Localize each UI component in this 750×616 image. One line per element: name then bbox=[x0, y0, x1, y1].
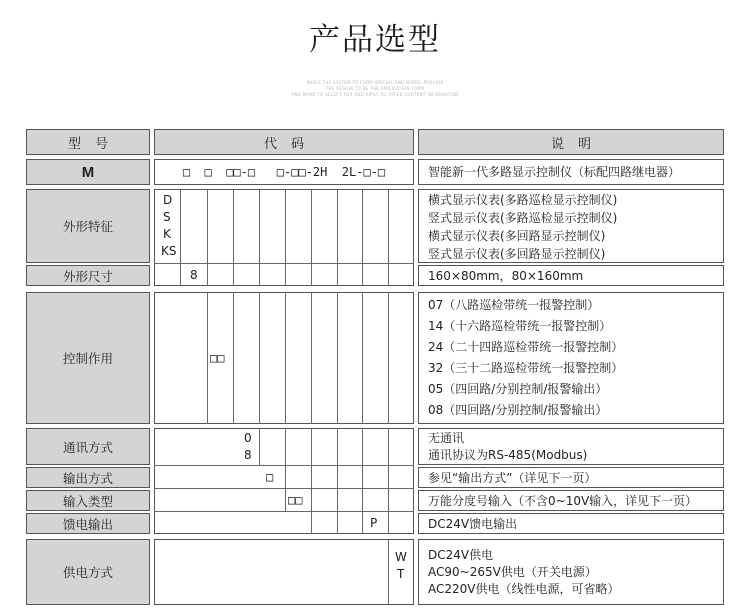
shape-code-ks: KS bbox=[161, 244, 177, 258]
size-code: 8 bbox=[190, 268, 198, 282]
desc-output: 参见“输出方式”（详见下一页） bbox=[418, 467, 724, 488]
code-block-1-divider bbox=[154, 263, 414, 264]
code-col-divider bbox=[388, 539, 389, 605]
row-label-size: 外形尺寸 bbox=[26, 265, 150, 286]
code-col-divider bbox=[311, 189, 312, 286]
subtitle-line-2: THE DESIGN TO BE THE APPLICATION FORM bbox=[325, 86, 425, 91]
output-code: □ bbox=[266, 470, 274, 484]
power-code-t: T bbox=[397, 567, 405, 581]
shape-code-d: D bbox=[163, 193, 173, 207]
code-col-divider bbox=[362, 189, 363, 286]
subtitle-line-1: WHILE THE SYSTEM TO FORM SPECIAL AND MODEL PROVIDE bbox=[306, 80, 444, 85]
desc-shape: 横式显示仪表(多路巡检显示控制仪) 竖式显示仪表(多路巡检显示控制仪) 横式显示仪表(多回路显示控制仪) 竖式显示仪表(多回路显示控制仪) bbox=[418, 189, 724, 263]
code-col-divider bbox=[388, 189, 389, 286]
code-block-3-divider bbox=[154, 511, 414, 512]
row-label-feed: 馈电输出 bbox=[26, 513, 150, 534]
desc-power: DC24V供电 AC90~265V供电（开关电源） AC220V供电（线性电源，可省略） bbox=[418, 539, 724, 605]
code-col-divider bbox=[285, 292, 286, 424]
row-label-comm: 通讯方式 bbox=[26, 428, 150, 465]
code-col-divider bbox=[233, 292, 234, 424]
row-label-output: 输出方式 bbox=[26, 467, 150, 488]
code-col-divider bbox=[337, 189, 338, 286]
code-col-divider bbox=[311, 292, 312, 424]
code-col-divider bbox=[259, 189, 260, 286]
comm-code-0: 0 bbox=[244, 431, 252, 445]
row-label-power: 供电方式 bbox=[26, 539, 150, 605]
header-code: 代码 bbox=[154, 129, 414, 155]
control-code: □□ bbox=[210, 351, 225, 365]
feed-code: P bbox=[370, 516, 378, 530]
code-col-divider bbox=[207, 292, 208, 424]
code-block-3-divider bbox=[154, 488, 414, 489]
code-col-divider bbox=[259, 428, 260, 466]
code-template: □ □ □□-□ □-□□-2H 2L-□-□ bbox=[154, 159, 414, 185]
desc-control: 07（八路巡检带统一报警控制） 14（十六路巡检带统一报警控制） 24（二十四路巡检带统一报警控制） 32（三十二路巡检带统一报警控制） 05（四回路/分别控制/报警输出） 08（四回路/分别控制/报警输出） bbox=[418, 292, 724, 424]
code-block-4 bbox=[154, 539, 414, 605]
shape-code-s: S bbox=[163, 210, 171, 224]
desc-model: 智能新一代多路显示控制仪（标配四路继电器） bbox=[418, 159, 724, 185]
code-col-divider bbox=[233, 189, 234, 286]
input-code: □□ bbox=[288, 493, 303, 507]
code-col-divider bbox=[362, 292, 363, 424]
code-col-divider bbox=[337, 428, 338, 534]
code-col-divider bbox=[388, 292, 389, 424]
shape-code-k: K bbox=[163, 227, 171, 241]
code-block-2 bbox=[154, 292, 414, 424]
code-col-divider bbox=[337, 292, 338, 424]
header-model: 型号 bbox=[26, 129, 150, 155]
row-label-shape: 外形特征 bbox=[26, 189, 150, 263]
row-label-input: 输入类型 bbox=[26, 490, 150, 511]
code-col-divider bbox=[180, 189, 181, 286]
code-col-divider bbox=[285, 189, 286, 286]
code-col-divider bbox=[388, 428, 389, 534]
power-code-w: W bbox=[395, 550, 407, 564]
comm-code-8: 8 bbox=[244, 448, 252, 462]
desc-size: 160×80mm，80×160mm bbox=[418, 265, 724, 286]
code-col-divider bbox=[259, 292, 260, 424]
row-label-model: M bbox=[26, 159, 150, 185]
header-description: 说明 bbox=[418, 129, 724, 155]
row-label-control: 控制作用 bbox=[26, 292, 150, 424]
page-title: 产品选型 bbox=[309, 22, 441, 58]
code-block-3-divider bbox=[154, 465, 414, 466]
desc-feed: DC24V馈电输出 bbox=[418, 513, 724, 534]
desc-comm: 无通讯 通讯协议为RS-485(Modbus) bbox=[418, 428, 724, 465]
desc-input: 万能分度号输入（不含0~10V输入，详见下一页） bbox=[418, 490, 724, 511]
code-col-divider bbox=[362, 428, 363, 534]
code-col-divider bbox=[311, 428, 312, 534]
code-col-divider bbox=[285, 428, 286, 512]
code-col-divider bbox=[207, 189, 208, 286]
subtitle-line-3: AND MORE TO SELECT FOR AND APPLY TO OFFER CONTENT INFORMATION bbox=[291, 92, 459, 97]
